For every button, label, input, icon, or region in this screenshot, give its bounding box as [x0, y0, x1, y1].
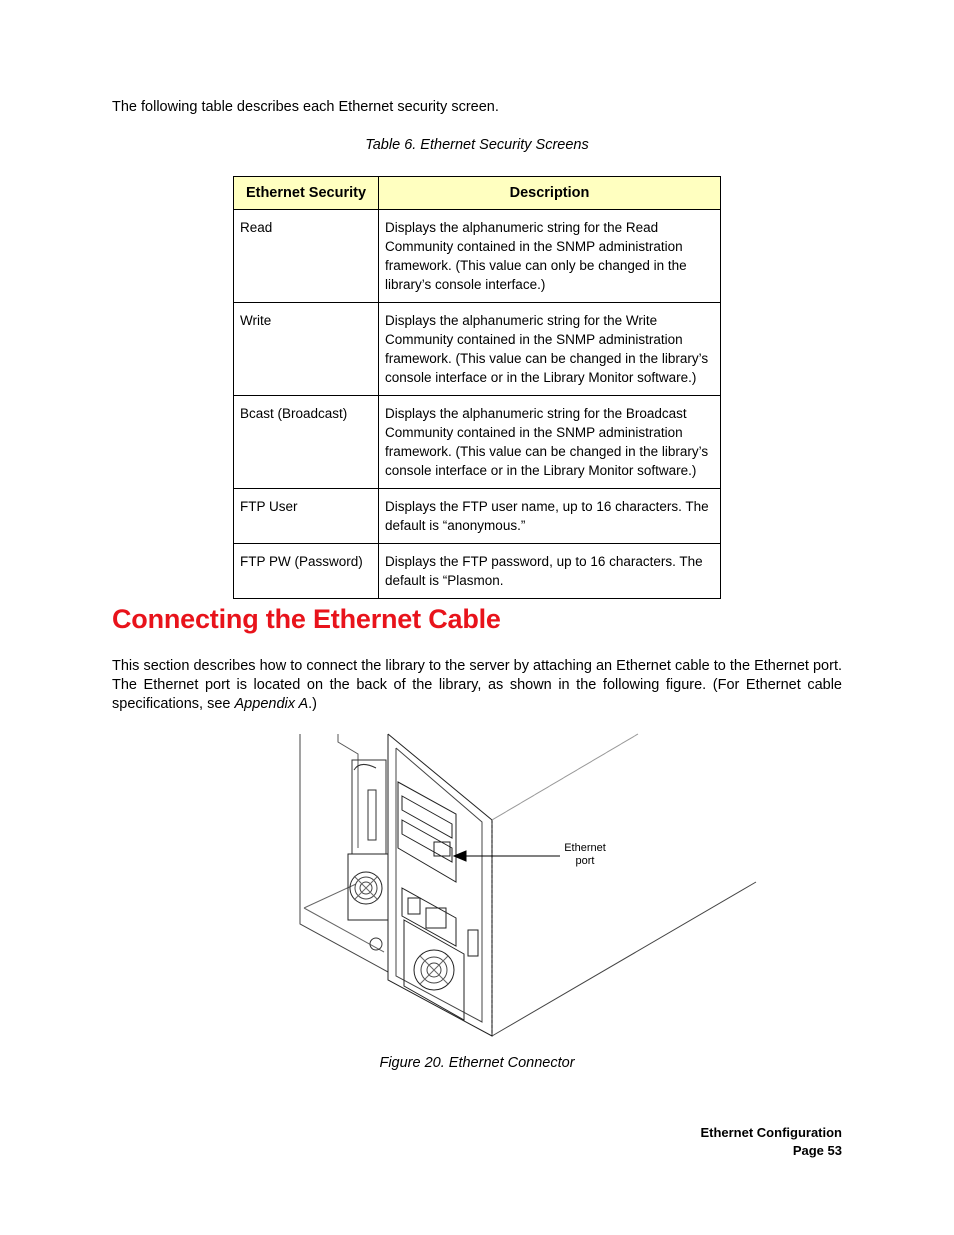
ethernet-security-table — [233, 176, 721, 599]
appendix-reference: Appendix A — [234, 696, 309, 712]
library-back-illustration — [296, 730, 766, 1040]
table-row — [234, 303, 721, 396]
row-description: Displays the alphanumeric string for the Write Community contained in the SNMP administration framework. (This value can be changed in the library’s console interface or in the Library Monitor software.) — [379, 303, 721, 396]
table-row — [234, 489, 721, 544]
section-heading: Connecting the Ethernet Cable — [112, 604, 501, 634]
page-footer — [700, 1124, 842, 1160]
row-description: Displays the alphanumeric string for the Broadcast Community contained in the SNMP administration framework. (This value can be changed in the library’s console interface or in the Library Monitor software.) — [379, 396, 721, 489]
row-description: Displays the FTP password, up to 16 characters. The default is “Plasmon. — [379, 544, 721, 599]
row-name: Write — [234, 303, 379, 396]
figure-caption: Figure 20. Ethernet Connector — [379, 1055, 575, 1071]
callout-label-line2: port — [575, 855, 595, 867]
column-header-ethernet-security: Ethernet Security — [234, 177, 379, 210]
row-description: Displays the alphanumeric string for the Read Community contained in the SNMP administration framework. (This value can only be changed in the library’s console interface.) — [379, 210, 721, 303]
row-description: Displays the FTP user name, up to 16 characters. The default is “anonymous.” — [379, 489, 721, 544]
intro-text: The following table describes each Ethernet security screen. — [112, 99, 499, 115]
row-name: Read — [234, 210, 379, 303]
row-name: Bcast (Broadcast) — [234, 396, 379, 489]
ethernet-connector-figure — [296, 730, 766, 1040]
body-text-after: .) — [308, 696, 318, 712]
table-row — [234, 544, 721, 599]
table-header-row — [234, 177, 721, 210]
callout-label-line1: Ethernet — [564, 842, 606, 854]
row-name: FTP User — [234, 489, 379, 544]
body-text-before: This section describes how to connect the library to the server by attaching an Ethernet cable to the Ethernet port. The Ethernet port is located on the back of the library, as shown in the following figure. (For Ethernet cable specifications, see — [112, 658, 842, 712]
column-header-description: Description — [379, 177, 721, 210]
body-paragraph — [112, 657, 842, 714]
table-row — [234, 210, 721, 303]
footer-chapter: Ethernet Configuration — [700, 1125, 842, 1140]
row-name: FTP PW (Password) — [234, 544, 379, 599]
table-caption: Table 6. Ethernet Security Screens — [365, 137, 589, 153]
table-row — [234, 396, 721, 489]
footer-page-number: Page 53 — [792, 1143, 842, 1158]
